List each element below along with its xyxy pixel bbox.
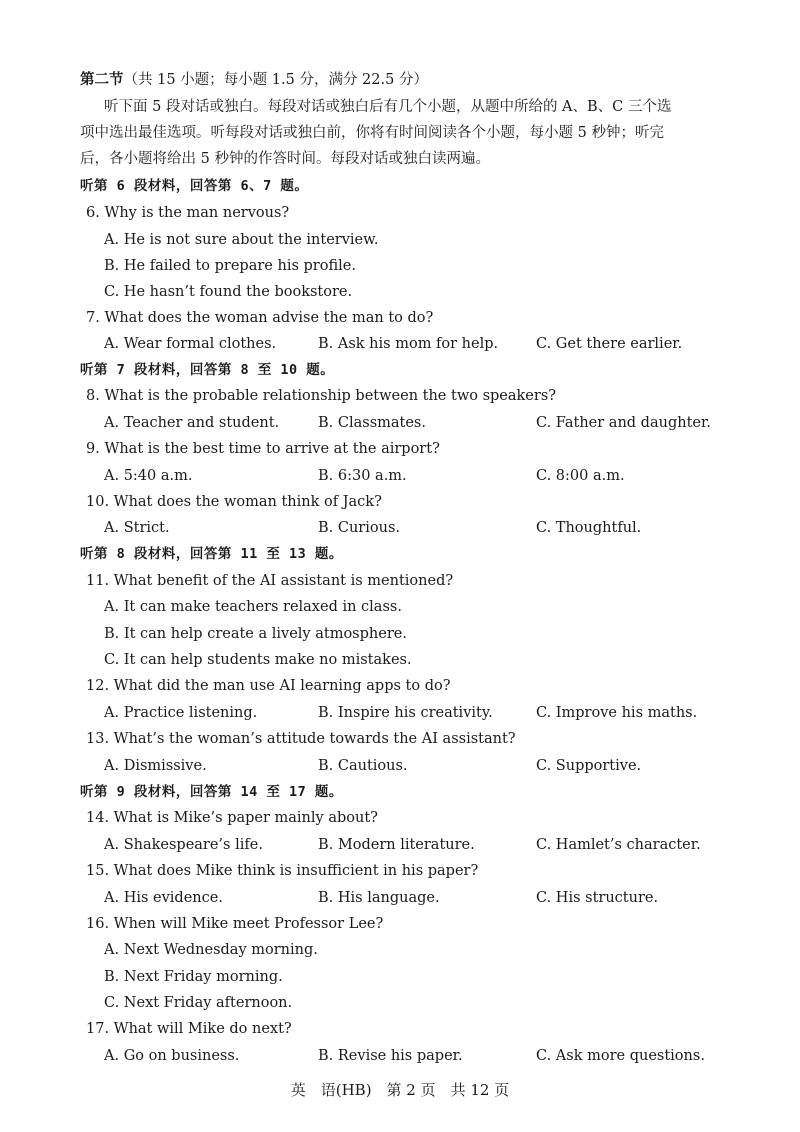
question-stem: 13. What’s the woman’s attitude towards the AI assistant? [86, 731, 516, 747]
section-info: （共 15 小题；每小题 1.5 分，满分 22.5 分） [123, 72, 428, 88]
answer-option[interactable]: A. Practice listening. [104, 705, 258, 721]
question-stem: 10. What does the woman think of Jack? [86, 494, 382, 510]
group-header: 听第 7 段材料，回答第 8 至 10 题。 [80, 362, 335, 378]
answer-option[interactable]: A. Dismissive. [104, 758, 207, 774]
group-header: 听第 9 段材料，回答第 14 至 17 题。 [80, 784, 343, 800]
answer-option[interactable]: A. His evidence. [104, 890, 223, 906]
answer-option[interactable]: C. Improve his maths. [536, 705, 698, 721]
question-stem: 14. What is Mike’s paper mainly about? [86, 810, 378, 826]
page-footer: 英 语(HB) 第 2 页 共 12 页 [290, 1081, 510, 1099]
question-stem: 15. What does Mike think is insufficient in his paper? [86, 863, 479, 879]
group-header: 听第 6 段材料，回答第 6、7 题。 [80, 178, 309, 194]
answer-option[interactable]: A. Shakespeare’s life. [104, 837, 263, 853]
question-stem: 11. What benefit of the AI assistant is mentioned? [86, 573, 454, 589]
answer-option[interactable]: B. Classmates. [318, 415, 426, 431]
answer-option[interactable]: C. Supportive. [536, 758, 642, 774]
answer-option[interactable]: C. Hamlet’s character. [536, 837, 701, 853]
answer-option[interactable]: B. Revise his paper. [318, 1048, 463, 1064]
answer-option[interactable]: B. His language. [318, 890, 440, 906]
answer-option[interactable]: A. 5:40 a.m. [104, 468, 193, 484]
answer-option[interactable]: C. His structure. [536, 890, 659, 906]
instruction-line: 后，各小题将给出 5 秒钟的作答时间。每段对话或独白读两遍。 [80, 151, 490, 167]
answer-option[interactable]: B. Curious. [318, 520, 400, 536]
answer-option[interactable]: A. Go on business. [104, 1048, 240, 1064]
answer-option[interactable]: C. Get there earlier. [536, 336, 683, 352]
question-stem: 8. What is the probable relationship between the two speakers? [86, 388, 557, 404]
answer-option[interactable]: B. He failed to prepare his profile. [104, 258, 356, 274]
question-stem: 7. What does the woman advise the man to do? [86, 310, 434, 326]
answer-option[interactable]: A. Next Wednesday morning. [104, 942, 318, 958]
answer-option[interactable]: C. It can help students make no mistakes. [104, 652, 412, 668]
question-stem: 17. What will Mike do next? [86, 1021, 292, 1037]
instruction-line: 听下面 5 段对话或独白。每段对话或独白后有几个小题，从题中所给的 A、B、C 三个选 [104, 99, 672, 115]
answer-option[interactable]: B. Inspire his creativity. [318, 705, 493, 721]
group-header: 听第 8 段材料，回答第 11 至 13 题。 [80, 546, 343, 562]
section-title [80, 70, 428, 90]
answer-option[interactable]: C. He hasn’t found the bookstore. [104, 284, 353, 300]
question-stem: 9. What is the best time to arrive at the airport? [86, 441, 440, 457]
question-stem: 16. When will Mike meet Professor Lee? [86, 916, 384, 932]
answer-option[interactable]: C. Father and daughter. [536, 415, 711, 431]
answer-option[interactable]: B. Ask his mom for help. [318, 336, 499, 352]
answer-option[interactable]: B. 6:30 a.m. [318, 468, 407, 484]
answer-option[interactable]: C. Ask more questions. [536, 1048, 705, 1064]
answer-option[interactable]: C. 8:00 a.m. [536, 468, 625, 484]
question-stem: 6. Why is the man nervous? [86, 205, 290, 221]
instruction-line: 项中选出最佳选项。听每段对话或独白前，你将有时间阅读各个小题，每小题 5 秒钟；听完 [80, 125, 664, 141]
answer-option[interactable]: B. Next Friday morning. [104, 969, 283, 985]
answer-option[interactable]: A. He is not sure about the interview. [104, 232, 379, 248]
answer-option[interactable]: A. It can make teachers relaxed in class. [104, 599, 402, 615]
answer-option[interactable]: B. Cautious. [318, 758, 408, 774]
answer-option[interactable]: C. Next Friday afternoon. [104, 995, 293, 1011]
answer-option[interactable]: B. It can help create a lively atmosphere. [104, 626, 407, 642]
section-label: 第二节 [80, 71, 124, 88]
answer-option[interactable]: A. Wear formal clothes. [104, 336, 277, 352]
answer-option[interactable]: A. Strict. [104, 520, 170, 536]
answer-option[interactable]: C. Thoughtful. [536, 520, 642, 536]
question-stem: 12. What did the man use AI learning apps to do? [86, 678, 451, 694]
answer-option[interactable]: B. Modern literature. [318, 837, 475, 853]
answer-option[interactable]: A. Teacher and student. [104, 415, 280, 431]
